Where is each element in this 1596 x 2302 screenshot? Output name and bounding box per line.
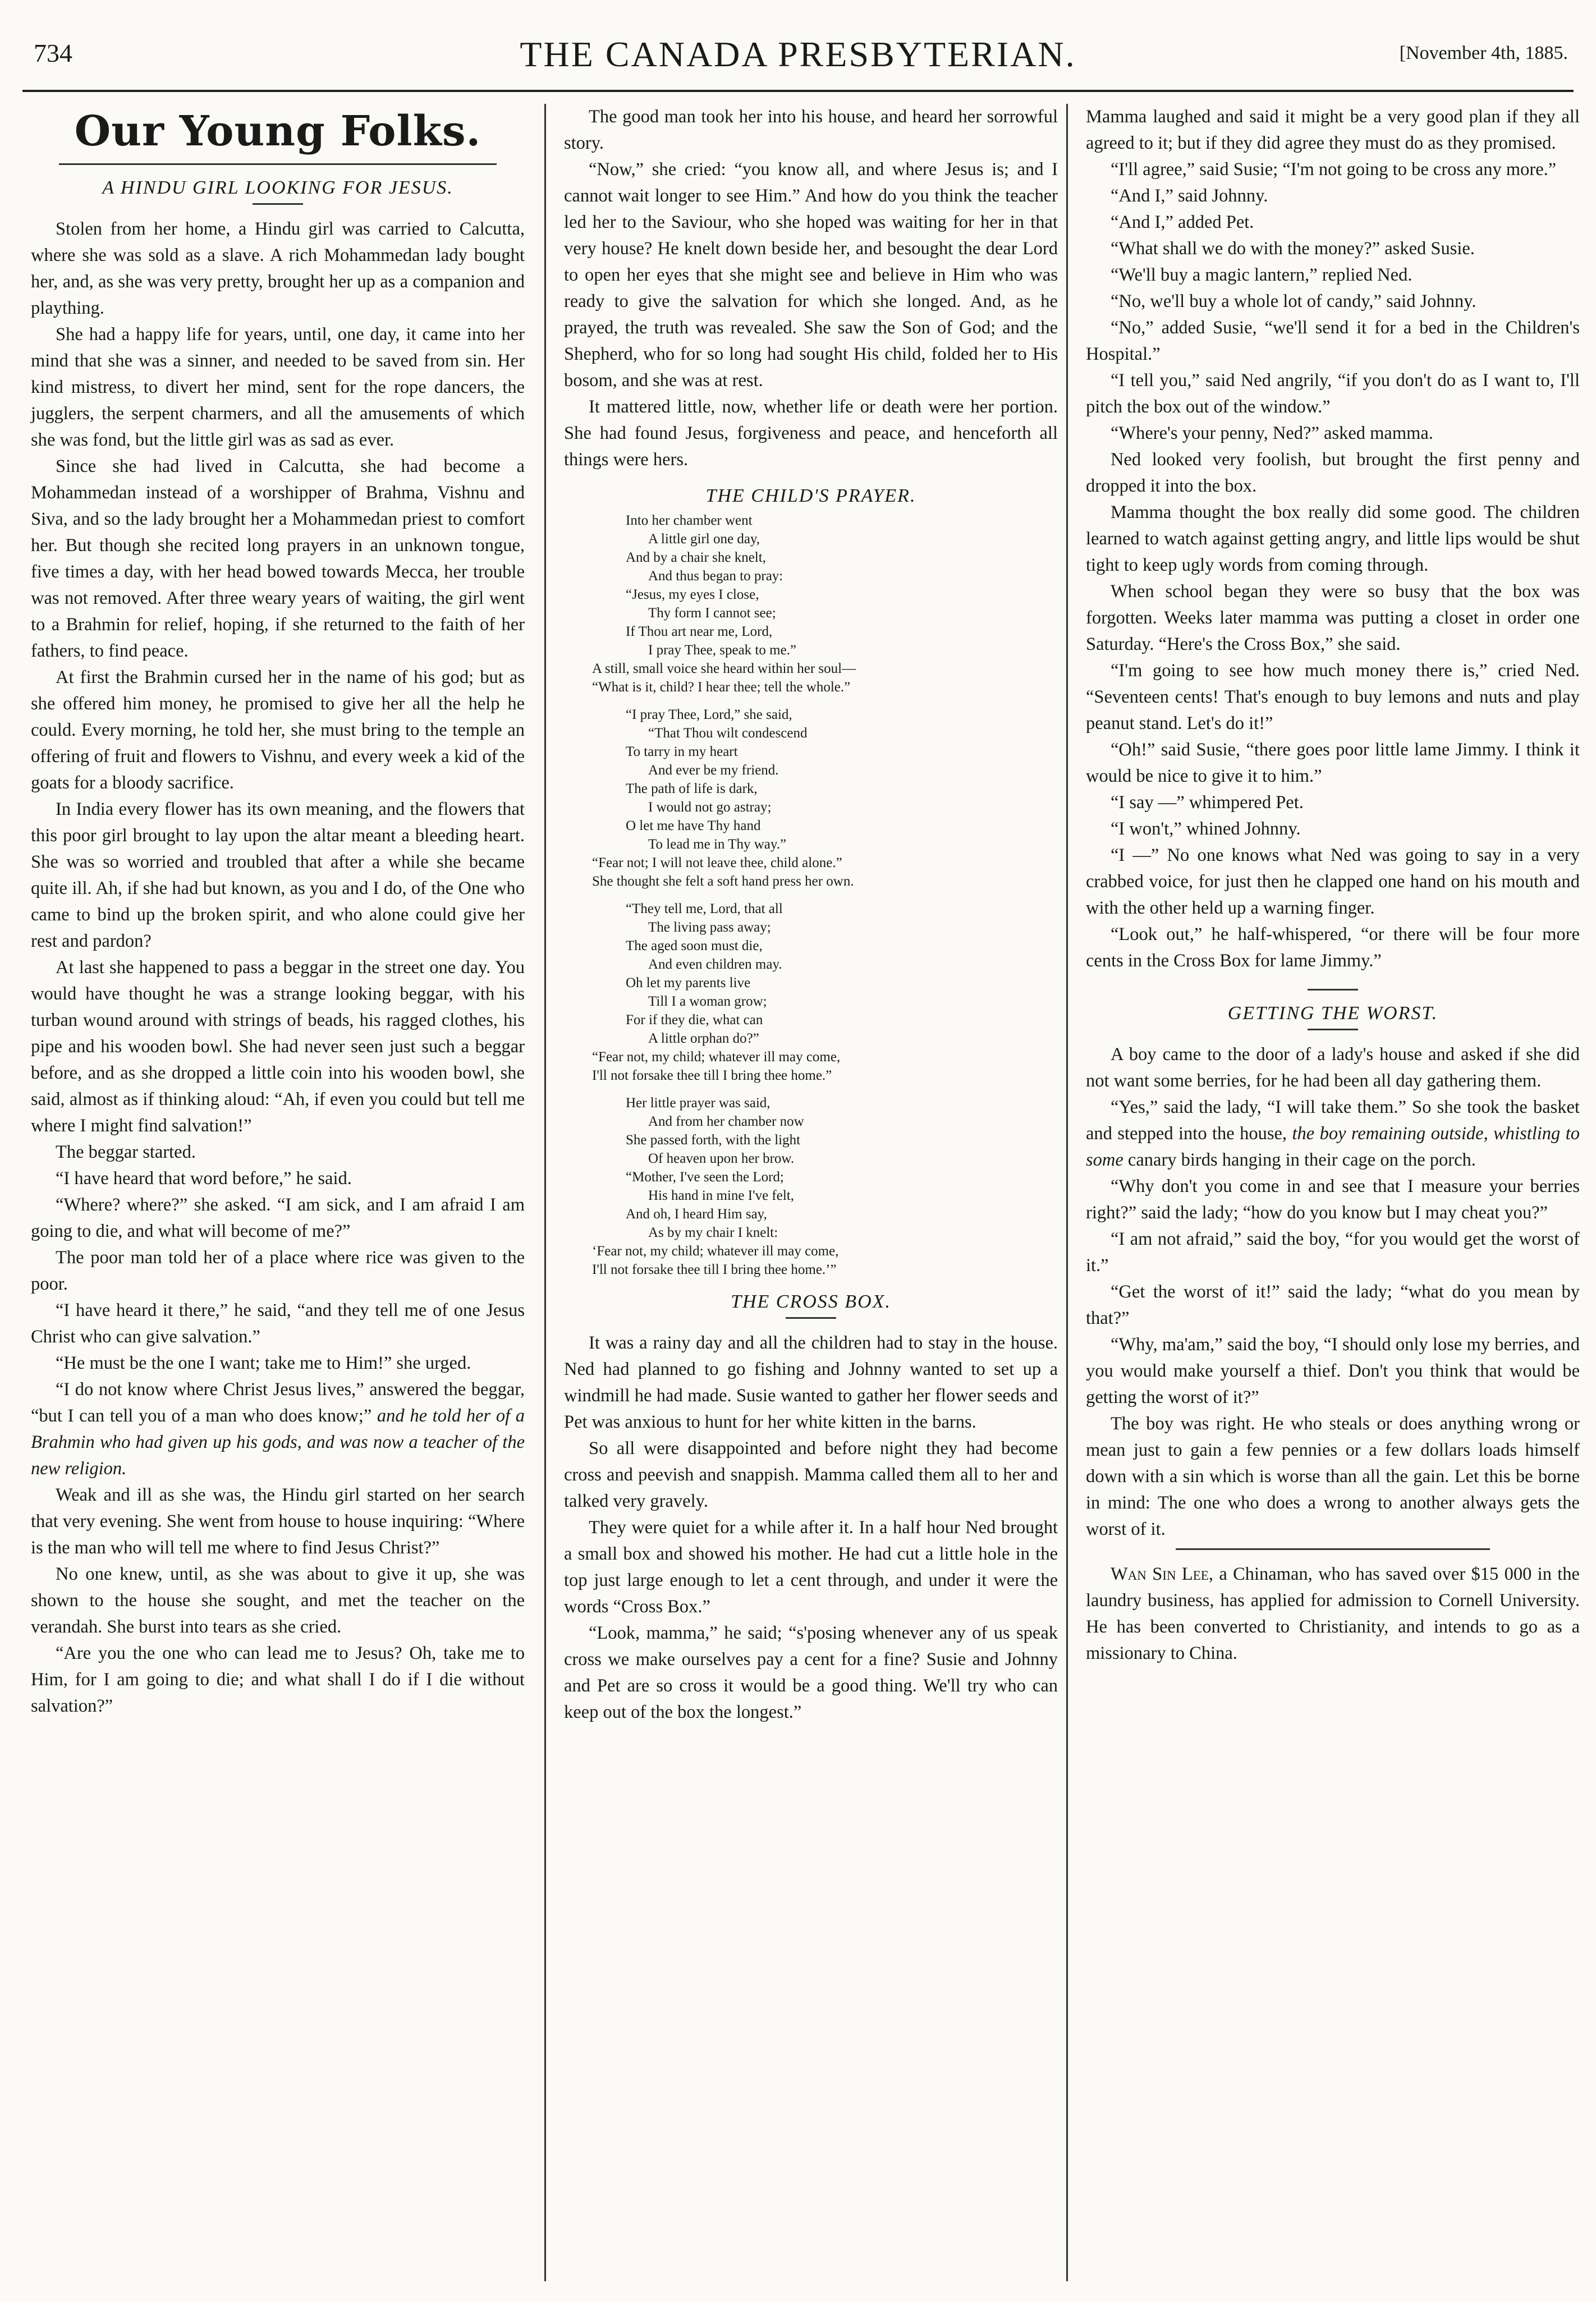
- paragraph: [31, 1377, 525, 1482]
- divider: [59, 163, 497, 165]
- poem: [592, 511, 1058, 1279]
- poem-line: Into her chamber went: [626, 513, 753, 528]
- poem-line: “Mother, I've seen the Lord;: [626, 1170, 784, 1185]
- paragraph: “Oh!” said Susie, “there goes poor little lame Jimmy. I think it would be nice to give it to him.”: [1086, 740, 1580, 786]
- poem-line: As by my chair I knelt:: [648, 1225, 778, 1240]
- text-run: canary birds hanging in their cage on the porch.: [1123, 1150, 1476, 1170]
- stanza-gap: [626, 696, 1058, 705]
- paragraph: “I tell you,” said Ned angrily, “if you don't do as I want to, I'll pitch the box out of the window.”: [1086, 370, 1580, 417]
- poem-line: The aged soon must die,: [626, 938, 763, 953]
- poem-line: To lead me in Thy way.”: [648, 837, 787, 852]
- poem-line: The path of life is dark,: [626, 781, 758, 796]
- issue-date: [November 4th, 1885.: [1399, 43, 1568, 63]
- paragraph: “Why don't you come in and see that I measure your berries right?” said the lady; “how do you know but I may cheat you?”: [1086, 1176, 1580, 1223]
- paragraph: “Look, mamma,” he said; “s'posing whenever any of us speak cross we make ourselves pay a cent for a fine? Susie and Johnny and Pet are so cross it would be a good thing. We'll try who can keep out of the box the longest.”: [564, 1623, 1058, 1722]
- text-run: “Yes,” said the lady, “I will take them.” So she took the basket and stepped into the house,: [1086, 1097, 1580, 1144]
- poem-line: A little girl one day,: [648, 531, 760, 547]
- column-rule: [544, 104, 546, 2281]
- paragraph: “I am not afraid,” said the boy, “for you would get the worst of it.”: [1086, 1229, 1580, 1276]
- paragraph: The boy was right. He who steals or does anything wrong or mean just to gain a few pennies or a few dollars loads himself down with a sin which is worse than all the gain. Let this be borne in mind: The one who does a wrong to another always gets the worst of it.: [1086, 1414, 1580, 1539]
- paragraph: She had a happy life for years, until, one day, it came into her mind that she was a sinner, and needed to be saved from sin. Her kind mistress, to divert her mind, sent for the rope dancers, the jugglers, the serpent charmers, and all the amusements of which she was fond, but the little girl was as sad as ever.: [31, 324, 525, 450]
- poem-line: A little orphan do?”: [648, 1031, 759, 1046]
- divider: [253, 203, 303, 205]
- note-text: a Chinaman, who has saved over $15 000 in the laundry business, has applied for admission to Cornell University. He has been converted to Christianity, and intends to go as a missionary to China.: [1086, 1564, 1580, 1663]
- poem-line: And from her chamber now: [648, 1114, 804, 1129]
- poem-line: The living pass away;: [648, 920, 771, 935]
- poem-line: O let me have Thy hand: [626, 818, 761, 833]
- poem-line: For if they die, what can: [626, 1012, 763, 1028]
- poem-line: His hand in mine I've felt,: [648, 1188, 794, 1203]
- poem-line: And by a chair she knelt,: [626, 550, 766, 565]
- italic-run: the boy remaining outside, whistling to some: [1086, 1124, 1580, 1170]
- newspaper-title: THE CANADA PRESBYTERIAN.: [520, 34, 1076, 74]
- article-title: THE CROSS BOX.: [731, 1291, 891, 1312]
- stanza-gap: [626, 891, 1058, 900]
- poem-line: And ever be my friend.: [648, 763, 779, 778]
- paragraph: When school began they were so busy that the box was forgotten. Weeks later mamma was putting a closet in order one Saturday. “Here's the Cross Box,” she said.: [1086, 581, 1580, 654]
- poem-line: “They tell me, Lord, that all: [626, 901, 783, 916]
- paragraph: The beggar started.: [56, 1142, 196, 1162]
- text-run: “I do not know where Christ Jesus lives,” answered the beggar, “but I can tell you of a man who does know;”: [31, 1379, 525, 1426]
- paragraph: Ned looked very foolish, but brought the first penny and dropped it into the box.: [1086, 450, 1580, 496]
- paragraph: “I say —” whimpered Pet.: [1111, 792, 1304, 813]
- paragraph: “What shall we do with the money?” asked Susie.: [1111, 239, 1475, 259]
- poem-line: Oh let my parents live: [626, 975, 751, 990]
- divider: [786, 1317, 836, 1319]
- paragraph: The good man took her into his house, and heard her sorrowful story.: [564, 107, 1058, 153]
- poem-line: Till I a woman grow;: [648, 994, 767, 1009]
- divider: [1176, 1548, 1490, 1550]
- page-number: 734: [34, 39, 72, 67]
- column-1: [31, 104, 525, 1719]
- stanza-gap: [626, 1085, 1058, 1094]
- paragraph: “I —” No one knows what Ned was going to say in a very crabbed voice, for just then he clapped one hand on his mouth and with the other held up a warning finger.: [1086, 845, 1580, 918]
- paragraph: “I'm going to see how much money there is,” cried Ned. “Seventeen cents! That's enough to buy lemons and nuts and play peanut stand. Let's do it!”: [1086, 661, 1580, 733]
- poem-line: I pray Thee, speak to me.”: [648, 643, 797, 658]
- paragraph: “Now,” she cried: “you know all, and where Jesus is; and I cannot wait longer to see Him.” And how do you think the teacher led her to the Saviour, who she hoped was waiting for her in that very house? He knelt down beside her, and besought the dear Lord to open her eyes that she might see and believe in Him who was ready to give the salvation for which she longed. And, as he prayed, the truth was revealed. She saw the Son of God; and the Shepherd, who for so long had sought His child, folded her to His bosom, and she was at rest.: [564, 159, 1058, 391]
- news-note: [1086, 1561, 1580, 1667]
- poem-line: And thus began to pray:: [648, 568, 783, 584]
- paragraph: “He must be the one I want; take me to Him!” she urged.: [56, 1353, 471, 1373]
- paragraph: “And I,” said Johnny.: [1111, 186, 1268, 206]
- divider: [1308, 989, 1358, 990]
- poem-line: “Fear not; I will not leave thee, child alone.”: [592, 855, 842, 870]
- poem-line: ‘Fear not, my child; whatever ill may come,: [592, 1244, 839, 1259]
- masthead: [22, 17, 1574, 92]
- poem-line: “What is it, child? I hear thee; tell the whole.”: [592, 680, 851, 695]
- paragraph: “Where? where?” she asked. “I am sick, and I am afraid I am going to die, and what will become of me?”: [31, 1195, 525, 1241]
- paragraph: “I'll agree,” said Susie; “I'm not going to be cross any more.”: [1111, 159, 1557, 180]
- poem-line: If Thou art near me, Lord,: [626, 624, 773, 639]
- poem-line: Her little prayer was said,: [626, 1095, 771, 1111]
- paragraph: It mattered little, now, whether life or death were her portion. She had found Jesus, forgiveness and peace, and henceforth all things were hers.: [564, 397, 1058, 470]
- column-rule: [1066, 104, 1068, 2281]
- paragraph: “No,” added Susie, “we'll send it for a bed in the Children's Hospital.”: [1086, 318, 1580, 364]
- poem-line: To tarry in my heart: [626, 744, 738, 759]
- paragraph: “I have heard it there,” he said, “and they tell me of one Jesus Christ who can give salvation.”: [31, 1300, 525, 1347]
- poem-line: “Fear not, my child; whatever ill may come,: [592, 1049, 841, 1065]
- paragraph: A boy came to the door of a lady's house and asked if she did not want some berries, for he had been all day gathering them.: [1086, 1044, 1580, 1091]
- paragraph: “Are you the one who can lead me to Jesus? Oh, take me to Him, for I am going to die; and what shall I do if I die without salvation?”: [31, 1643, 525, 1716]
- divider: [1308, 1029, 1358, 1030]
- poem-title: THE CHILD'S PRAYER.: [705, 485, 916, 506]
- paragraph: In India every flower has its own meaning, and the flowers that this poor girl brought to lay upon the altar meant a bleeding heart. She was so worried and troubled that after a while she became quite ill. Ah, if she had but known, as you and I do, of the One who came to bind up the broken spirit, and who alone could give her rest and pardon?: [31, 799, 525, 951]
- poem-line: A still, small voice she heard within her soul—: [592, 661, 856, 676]
- paragraph: Since she had lived in Calcutta, she had become a Mohammedan instead of a worshipper of Brahma, Vishnu and Siva, and so the lady brought her a Mohammedan priest to comfort her. But though she recited long prayers in an unknown tongue, five times a day, with her head bowed towards Mecca, her trouble was not removed. After three weary years of waiting, the girl went to a Brahmin for relief, hoping, if she returned to the faith of her fathers, to find peace.: [31, 456, 525, 661]
- column-3: [1086, 104, 1580, 1667]
- poem-line: “I pray Thee, Lord,” she said,: [626, 707, 792, 722]
- poem-line: She thought she felt a soft hand press her own.: [592, 874, 854, 889]
- paragraph: It was a rainy day and all the children had to stay in the house. Ned had planned to go fishing and Johnny wanted to set up a windmill he had made. Susie wanted to gather her flower seeds and Pet was anxious to hunt for her white kitten in the barns.: [564, 1333, 1058, 1432]
- paragraph: Stolen from her home, a Hindu girl was carried to Calcutta, where she was sold as a slave. A rich Mohammedan lady bought her, and, as she was very pretty, brought her up as a companion and plaything.: [31, 219, 525, 318]
- poem-line: Thy form I cannot see;: [648, 606, 776, 621]
- paragraph: “Get the worst of it!” said the lady; “what do you mean by that?”: [1086, 1282, 1580, 1328]
- paragraph: Weak and ill as she was, the Hindu girl started on her search that very evening. She went from house to house inquiring: “Where is the man who will tell me where to find Jesus Christ?”: [31, 1485, 525, 1558]
- paragraph: “Look out,” he half-whispered, “or there will be four more cents in the Cross Box for lame Jimmy.”: [1086, 924, 1580, 971]
- poem-line: “That Thou wilt condescend: [648, 726, 808, 741]
- poem-line: I'll not forsake thee till I bring thee home.”: [592, 1068, 832, 1083]
- paragraph: “No, we'll buy a whole lot of candy,” said Johnny.: [1111, 291, 1476, 311]
- paragraph: Mamma thought the box really did some good. The children learned to watch against getting angry, and little lips would be shut tight to keep ugly words from coming through.: [1086, 502, 1580, 575]
- poem-line: And even children may.: [648, 957, 782, 972]
- paragraph: The poor man told her of a place where rice was given to the poor.: [31, 1248, 525, 1294]
- paragraph: “Why, ma'am,” said the boy, “I should only lose my berries, and you would make yourself a thief. Don't you think that would be getting the worst of it?”: [1086, 1335, 1580, 1407]
- paragraph: At first the Brahmin cursed her in the name of his god; but as she offered him money, he promised to give her all the help he could. Every morning, he told her, she must bring to the temple an offering of fruit and flowers to Vishnu, and every week a kid of the goats for a bloody sacrifice.: [31, 667, 525, 793]
- paragraph: “And I,” added Pet.: [1111, 212, 1254, 232]
- poem-line: She passed forth, with the light: [626, 1132, 801, 1148]
- paragraph: At last she happened to pass a beggar in the street one day. You would have thought he was a strange looking beggar, with his turban wound around with strings of beads, his ragged clothes, his pipe and his wooden bowl. She had never seen just such a beggar before, and as she dropped a little coin into his wooden bowl, she said, almost as if thinking aloud: “Ah, if even you could but tell me where I might find salvation!”: [31, 957, 525, 1136]
- poem-line: Of heaven upon her brow.: [648, 1151, 795, 1166]
- italic-run: and he told her of a Brahmin who had given up his gods, and was now a teacher of the new religion.: [31, 1406, 525, 1479]
- paragraph: “I have heard that word before,” he said.: [56, 1168, 352, 1189]
- note-name: Wan Sin Lee,: [1111, 1564, 1213, 1584]
- paragraph: “Where's your penny, Ned?” asked mamma.: [1111, 423, 1433, 443]
- paragraph: Mamma laughed and said it might be a very good plan if they all agreed to it; but if they did agree they must do as they promised.: [1086, 107, 1580, 153]
- paragraph: They were quiet for a while after it. In a half hour Ned brought a small box and showed his mother. He had cut a little hole in the top just large enough to let a cent through, and under it were the words “Cross Box.”: [564, 1517, 1058, 1617]
- paragraph: “We'll buy a magic lantern,” replied Ned.: [1111, 265, 1412, 285]
- poem-line: I would not go astray;: [648, 800, 772, 815]
- paragraph: No one knew, until, as she was about to give it up, she was shown to the house she sought, and met the teacher on the verandah. She burst into tears as she cried.: [31, 1564, 525, 1637]
- article-title: A HINDU GIRL LOOKING FOR JESUS.: [102, 177, 453, 198]
- paragraph: [1086, 1094, 1580, 1173]
- paragraph: So all were disappointed and before night they had become cross and peevish and snappish. Mamma called them all to her and talked very gravely.: [564, 1438, 1058, 1511]
- department-title: Our Young Folks.: [74, 107, 481, 155]
- poem-line: I'll not forsake thee till I bring thee home.’”: [592, 1262, 837, 1277]
- poem-line: And oh, I heard Him say,: [626, 1207, 767, 1222]
- column-2: [564, 104, 1058, 1726]
- poem-line: “Jesus, my eyes I close,: [626, 587, 759, 602]
- article-title: GETTING THE WORST.: [1227, 1003, 1438, 1024]
- department-header: [31, 104, 525, 155]
- paragraph: “I won't,” whined Johnny.: [1111, 819, 1301, 839]
